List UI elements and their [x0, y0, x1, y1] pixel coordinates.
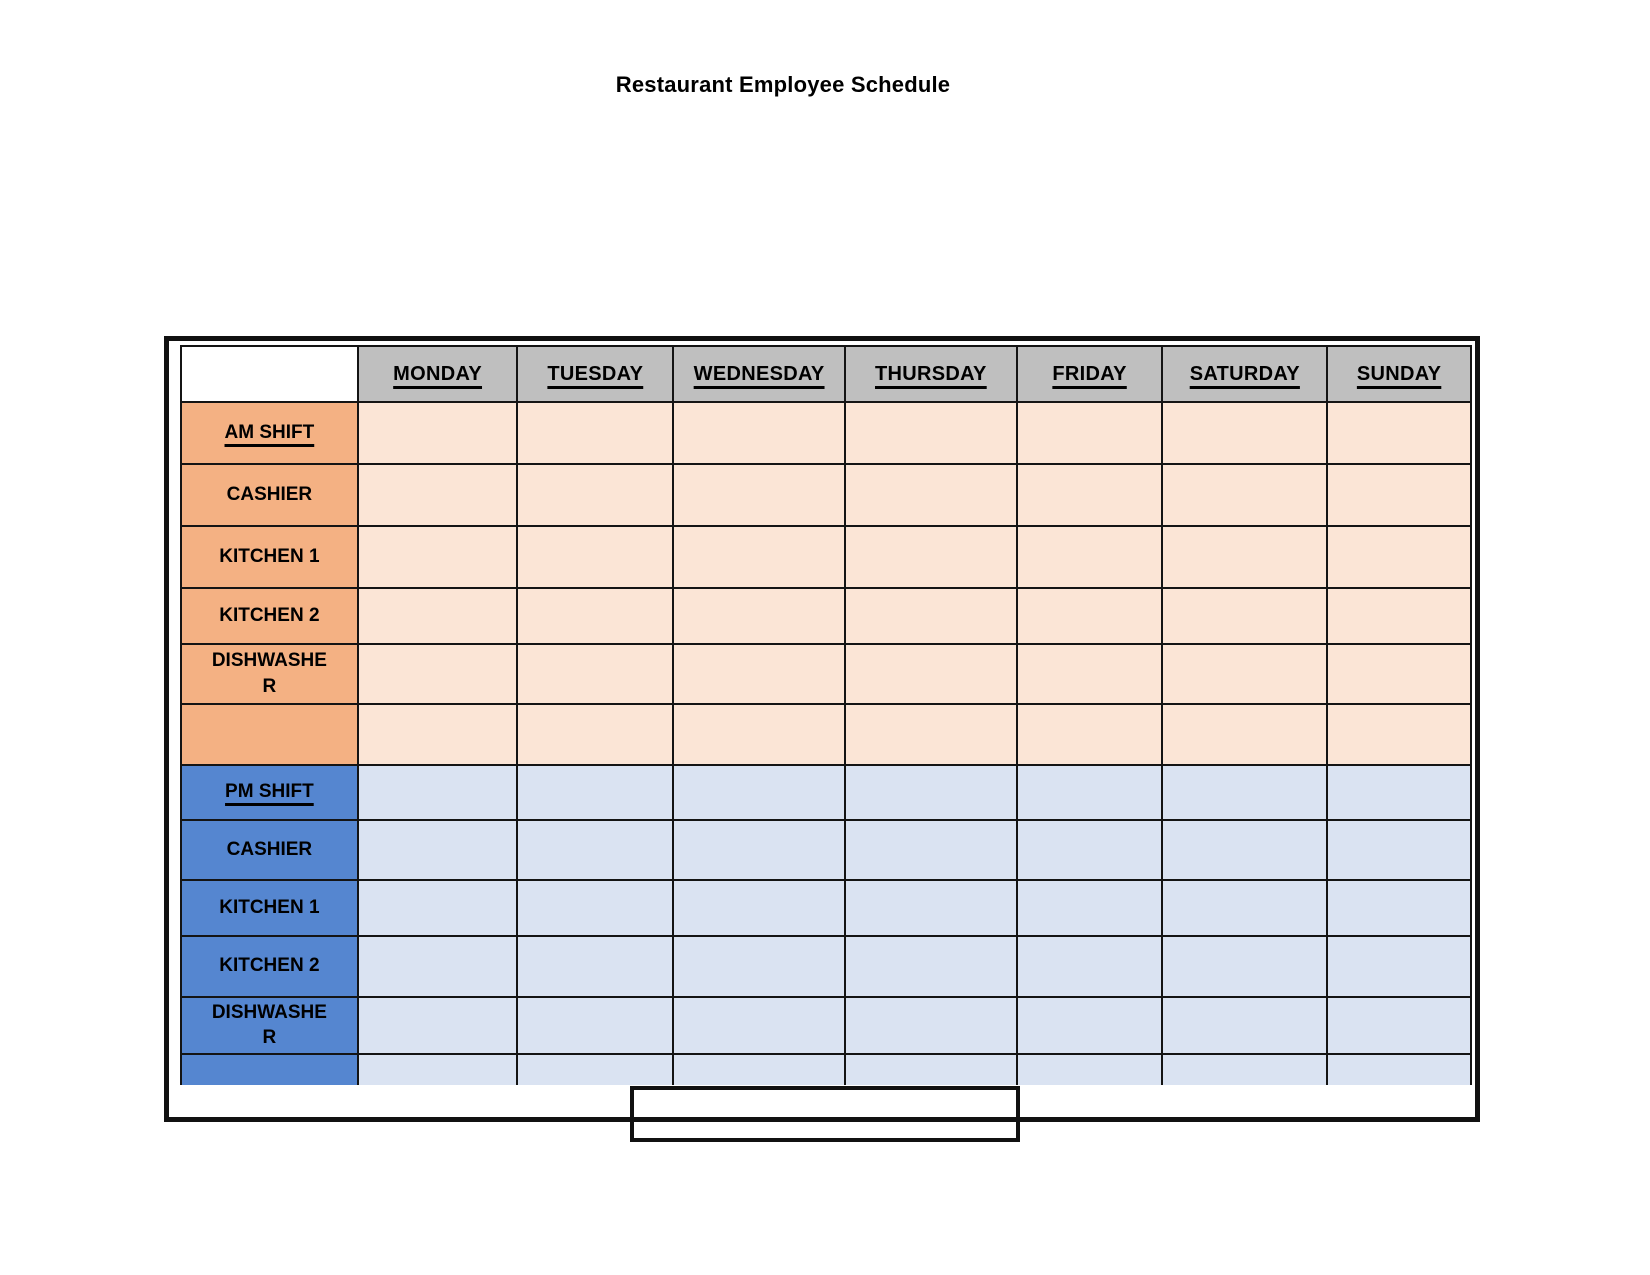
- schedule-cell-pm-saturday[interactable]: [1162, 997, 1327, 1054]
- day-header-saturday: [1162, 346, 1327, 402]
- schedule-cell-am-sunday[interactable]: [1327, 704, 1471, 765]
- schedule-cell-am-monday[interactable]: [358, 704, 518, 765]
- schedule-cell-pm-wednesday[interactable]: [673, 1054, 845, 1085]
- day-header-label: SATURDAY: [1189, 362, 1300, 385]
- row-label-text: PM SHIFT: [225, 781, 314, 803]
- schedule-row-kitchen-1: [181, 880, 1471, 936]
- row-label-cashier: [181, 464, 358, 526]
- schedule-cell-am-thursday[interactable]: [845, 644, 1017, 704]
- schedule-cell-am-monday[interactable]: [358, 644, 518, 704]
- day-header-label: WEDNESDAY: [693, 362, 825, 385]
- schedule-cell-am-sunday[interactable]: [1327, 402, 1471, 464]
- day-header-label: TUESDAY: [547, 362, 644, 385]
- schedule-cell-am-saturday[interactable]: [1162, 402, 1327, 464]
- row-label-dishwasher: [181, 644, 358, 704]
- schedule-cell-am-tuesday[interactable]: [517, 644, 673, 704]
- schedule-table: [180, 345, 1472, 1085]
- schedule-cell-am-thursday[interactable]: [845, 526, 1017, 588]
- row-label-text: CASHIER: [226, 483, 313, 505]
- schedule-cell-pm-monday[interactable]: [358, 820, 518, 880]
- day-header-sunday: [1327, 346, 1471, 402]
- schedule-cell-am-saturday[interactable]: [1162, 704, 1327, 765]
- schedule-cell-am-wednesday[interactable]: [673, 464, 845, 526]
- schedule-cell-pm-wednesday[interactable]: [673, 820, 845, 880]
- schedule-cell-am-wednesday[interactable]: [673, 402, 845, 464]
- schedule-cell-am-tuesday[interactable]: [517, 402, 673, 464]
- schedule-cell-am-thursday[interactable]: [845, 588, 1017, 644]
- schedule-cell-pm-saturday[interactable]: [1162, 765, 1327, 820]
- schedule-cell-am-tuesday[interactable]: [517, 704, 673, 765]
- schedule-cell-pm-tuesday[interactable]: [517, 936, 673, 997]
- schedule-cell-pm-thursday[interactable]: [845, 765, 1017, 820]
- schedule-cell-pm-tuesday[interactable]: [517, 880, 673, 936]
- schedule-cell-pm-friday[interactable]: [1017, 765, 1163, 820]
- schedule-cell-pm-friday[interactable]: [1017, 820, 1163, 880]
- schedule-row-blank: [181, 1054, 1471, 1085]
- schedule-cell-am-monday[interactable]: [358, 402, 518, 464]
- schedule-cell-am-sunday[interactable]: [1327, 588, 1471, 644]
- day-header-row: [181, 346, 1471, 402]
- schedule-cell-am-thursday[interactable]: [845, 704, 1017, 765]
- schedule-cell-pm-monday[interactable]: [358, 1054, 518, 1085]
- schedule-cell-pm-tuesday[interactable]: [517, 765, 673, 820]
- schedule-row-blank: [181, 704, 1471, 765]
- schedule-cell-am-saturday[interactable]: [1162, 464, 1327, 526]
- schedule-cell-pm-saturday[interactable]: [1162, 820, 1327, 880]
- row-label-pm-shift: [181, 765, 358, 820]
- row-label-cashier: [181, 820, 358, 880]
- schedule-cell-am-wednesday[interactable]: [673, 526, 845, 588]
- schedule-cell-am-wednesday[interactable]: [673, 704, 845, 765]
- day-header-label: THURSDAY: [875, 362, 987, 385]
- schedule-cell-am-friday[interactable]: [1017, 704, 1163, 765]
- day-header-friday: [1017, 346, 1163, 402]
- row-label-text: DISHWASHER: [211, 1001, 327, 1049]
- schedule-cell-am-saturday[interactable]: [1162, 526, 1327, 588]
- schedule-cell-am-saturday[interactable]: [1162, 588, 1327, 644]
- schedule-row-kitchen-2: [181, 588, 1471, 644]
- schedule-cell-pm-wednesday[interactable]: [673, 936, 845, 997]
- day-header-label: MONDAY: [393, 362, 483, 385]
- schedule-cell-pm-friday[interactable]: [1017, 880, 1163, 936]
- schedule-cell-pm-monday[interactable]: [358, 936, 518, 997]
- schedule-cell-am-sunday[interactable]: [1327, 644, 1471, 704]
- row-label-kitchen-2: [181, 588, 358, 644]
- corner-cell: [181, 346, 358, 402]
- schedule-cell-pm-sunday[interactable]: [1327, 1054, 1471, 1085]
- row-label-text: KITCHEN 1: [219, 545, 320, 567]
- row-label-dishwasher: [181, 997, 358, 1054]
- schedule-cell-pm-saturday[interactable]: [1162, 880, 1327, 936]
- schedule-cell-pm-sunday[interactable]: [1327, 765, 1471, 820]
- day-header-label: FRIDAY: [1052, 362, 1127, 385]
- row-label-blank: [181, 1054, 358, 1085]
- schedule-cell-am-wednesday[interactable]: [673, 644, 845, 704]
- row-label-text: KITCHEN 2: [219, 955, 320, 977]
- schedule-cell-pm-friday[interactable]: [1017, 1054, 1163, 1085]
- schedule-cell-am-tuesday[interactable]: [517, 526, 673, 588]
- schedule-cell-pm-friday[interactable]: [1017, 936, 1163, 997]
- row-label-text: DISHWASHER: [211, 650, 327, 697]
- row-label-text: CASHIER: [226, 838, 313, 860]
- schedule-cell-pm-tuesday[interactable]: [517, 1054, 673, 1085]
- row-label-kitchen-1: [181, 526, 358, 588]
- schedule-cell-pm-monday[interactable]: [358, 765, 518, 820]
- schedule-table-frame: [164, 336, 1480, 1122]
- row-label-am-shift: [181, 402, 358, 464]
- schedule-cell-pm-monday[interactable]: [358, 880, 518, 936]
- schedule-row-pm-shift: [181, 765, 1471, 820]
- row-label-text: AM SHIFT: [224, 421, 315, 443]
- schedule-cell-am-friday[interactable]: [1017, 588, 1163, 644]
- empty-text-box[interactable]: [630, 1086, 1020, 1142]
- schedule-row-kitchen-2: [181, 936, 1471, 997]
- schedule-cell-am-friday[interactable]: [1017, 526, 1163, 588]
- schedule-cell-pm-tuesday[interactable]: [517, 820, 673, 880]
- day-header-tuesday: [517, 346, 673, 402]
- schedule-cell-am-monday[interactable]: [358, 588, 518, 644]
- schedule-cell-am-tuesday[interactable]: [517, 588, 673, 644]
- schedule-cell-am-thursday[interactable]: [845, 402, 1017, 464]
- row-label-blank: [181, 704, 358, 765]
- schedule-cell-pm-thursday[interactable]: [845, 997, 1017, 1054]
- schedule-cell-pm-thursday[interactable]: [845, 880, 1017, 936]
- schedule-cell-pm-wednesday[interactable]: [673, 765, 845, 820]
- day-header-thursday: [845, 346, 1017, 402]
- schedule-cell-pm-sunday[interactable]: [1327, 936, 1471, 997]
- schedule-row-cashier: [181, 820, 1471, 880]
- schedule-cell-pm-sunday[interactable]: [1327, 997, 1471, 1054]
- schedule-row-am-shift: [181, 402, 1471, 464]
- schedule-cell-am-monday[interactable]: [358, 464, 518, 526]
- schedule-cell-am-friday[interactable]: [1017, 644, 1163, 704]
- schedule-cell-am-friday[interactable]: [1017, 402, 1163, 464]
- schedule-cell-am-saturday[interactable]: [1162, 644, 1327, 704]
- schedule-cell-pm-sunday[interactable]: [1327, 880, 1471, 936]
- schedule-cell-pm-monday[interactable]: [358, 997, 518, 1054]
- schedule-cell-pm-tuesday[interactable]: [517, 997, 673, 1054]
- schedule-cell-pm-sunday[interactable]: [1327, 820, 1471, 880]
- schedule-cell-pm-saturday[interactable]: [1162, 936, 1327, 997]
- row-label-text: KITCHEN 2: [219, 604, 320, 626]
- row-label-kitchen-1: [181, 880, 358, 936]
- schedule-cell-am-monday[interactable]: [358, 526, 518, 588]
- row-label-kitchen-2: [181, 936, 358, 997]
- day-header-monday: [358, 346, 518, 402]
- day-header-label: SUNDAY: [1356, 362, 1442, 385]
- schedule-cell-am-thursday[interactable]: [845, 464, 1017, 526]
- schedule-cell-pm-thursday[interactable]: [845, 1054, 1017, 1085]
- schedule-cell-pm-thursday[interactable]: [845, 936, 1017, 997]
- page-title: Restaurant Employee Schedule: [615, 72, 951, 97]
- schedule-cell-am-friday[interactable]: [1017, 464, 1163, 526]
- schedule-cell-am-tuesday[interactable]: [517, 464, 673, 526]
- schedule-cell-pm-friday[interactable]: [1017, 997, 1163, 1054]
- schedule-cell-pm-thursday[interactable]: [845, 820, 1017, 880]
- schedule-cell-am-wednesday[interactable]: [673, 588, 845, 644]
- schedule-cell-pm-saturday[interactable]: [1162, 1054, 1327, 1085]
- schedule-row-dishwasher: [181, 997, 1471, 1054]
- schedule-cell-pm-wednesday[interactable]: [673, 880, 845, 936]
- row-label-text: KITCHEN 1: [219, 896, 320, 918]
- schedule-row-dishwasher: [181, 644, 1471, 704]
- day-header-wednesday: [673, 346, 845, 402]
- schedule-cell-am-sunday[interactable]: [1327, 526, 1471, 588]
- schedule-row-cashier: [181, 464, 1471, 526]
- schedule-cell-pm-wednesday[interactable]: [673, 997, 845, 1054]
- schedule-cell-am-sunday[interactable]: [1327, 464, 1471, 526]
- schedule-row-kitchen-1: [181, 526, 1471, 588]
